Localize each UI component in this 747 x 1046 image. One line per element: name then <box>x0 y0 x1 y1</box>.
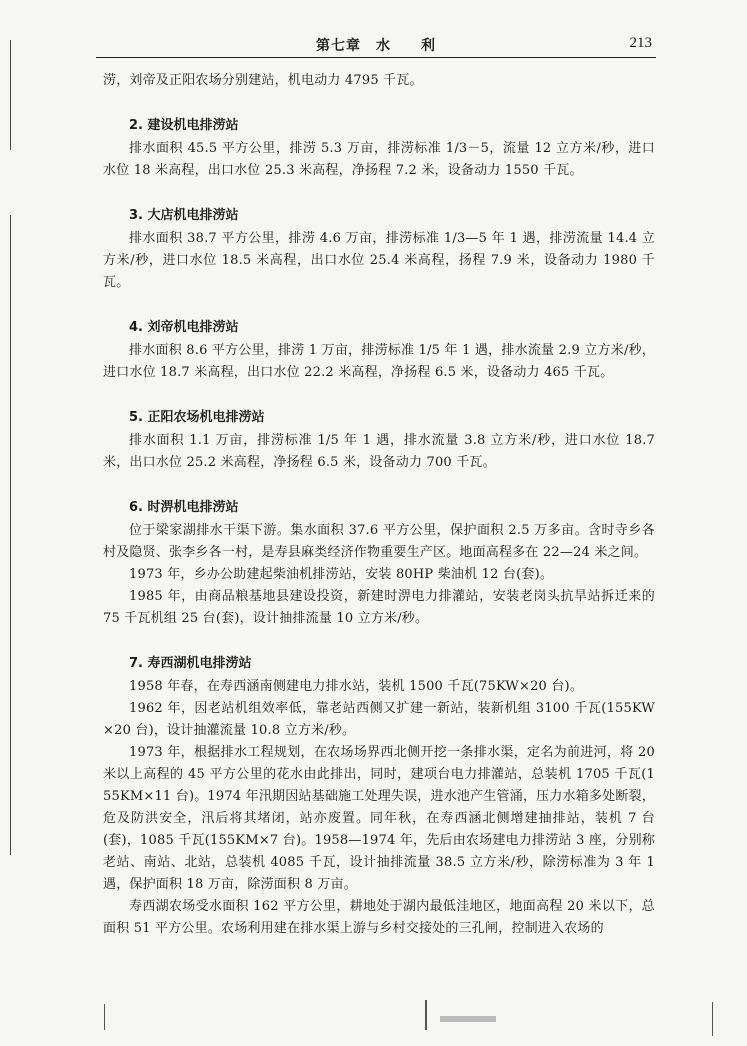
paragraph: 位于梁家湖排水干渠下游。集水面积 37.6 平方公里，保护面积 2.5 万多亩。含时寺乡各村及隐贤、张李乡各一村，是寿县麻类经济作物重要生产区。地面高程多在 22—24 米之间。 <box>103 523 655 560</box>
section-heading: 7. 寿西湖机电排涝站 <box>129 656 252 671</box>
paragraph: 1985 年，由商品粮基地县建设投资，新建时淠电力排灌站，安装老岗头抗旱站拆迁来的 75 千瓦机组 25 台(套)，设计抽排流量 10 立方米/秒。 <box>103 589 655 626</box>
scan-mark <box>440 1016 496 1022</box>
chapter-title: 第七章 水 利 <box>316 38 436 54</box>
paragraph: 排水面积 38.7 平方公里，排涝 4.6 万亩，排涝标准 1/3—5 年 1 遇，排涝流量 14.4 立方米/秒，进口水位 18.5 米高程，出口水位 25.4 米高程，扬程 7.9 米，设备动力 1980 千瓦。 <box>103 231 655 290</box>
running-header <box>96 33 656 58</box>
section-heading: 2. 建设机电排涝站 <box>129 118 239 133</box>
section-heading: 4. 刘帝机电排涝站 <box>129 320 239 335</box>
scan-left-edge-line <box>10 215 11 855</box>
paragraph: 排水面积 45.5 平方公里，排涝 5.3 万亩，排涝标准 1/3－5，流量 12 立方米/秒，进口水位 18 米高程，出口水位 25.3 米高程，净扬程 7.2 米，设备动力 1550 千瓦。 <box>103 141 655 178</box>
section-heading: 5. 正阳农场机电排涝站 <box>129 410 265 425</box>
paragraph: 1962 年，因老站机组效率低，靠老站西侧又扩建一新站，装新机组 3100 千瓦(155KW×20 台)，设计抽灌流量 10.8 立方米/秒。 <box>103 701 655 738</box>
paragraph: 寿西湖农场受水面积 162 平方公里，耕地处于湖内最低洼地区，地面高程 20 米以下，总面积 51 平方公里。农场利用建在排水渠上游与乡村交接处的三孔闸，控制进入农场的 <box>103 899 655 936</box>
paragraph: 1973 年，根据排水工程规划，在农场场界西北侧开挖一条排水渠，定名为前进河，将 20 米以上高程的 45 平方公里的花水由此排出，同时，建项台电力排灌站，总装机 1705 千瓦(155KM×11 台)。1974 年汛期因站基础施工处理失误，进水池产生管涌，压力水箱多处断裂，危及防洪安全，汛后将其堵闭，站亦废置。同年秋，在寿西涵北侧增建抽排站，装机 7 台(套)，1085 千瓦(155KM×7 台)。1958—1974 年，先后由农场建电力排涝站 3 座，分别称老站、南站、北站，总装机 4085 千瓦，设计抽排流量 38.5 立方米/秒，除涝标准为 3 年 1 遇，保护面积 18 万亩，除涝面积 8 万亩。 <box>103 745 655 892</box>
page-body <box>103 70 655 940</box>
scan-mark <box>104 1004 105 1030</box>
paragraph: 1973 年，乡办公助建起柴油机排涝站，安装 80HP 柴油机 12 台(套)。 <box>129 567 554 582</box>
paragraph: 排水面积 1.1 万亩，排涝标准 1/5 年 1 遇，排水流量 3.8 立方米/秒，进口水位 18.7 米，出口水位 25.2 米高程，净扬程 6.5 米，设备动力 700 千瓦。 <box>103 433 655 470</box>
scan-mark <box>425 1000 427 1030</box>
section-heading: 3. 大店机电排涝站 <box>129 208 239 223</box>
paragraph: 排水面积 8.6 平方公里，排涝 1 万亩，排涝标准 1/5 年 1 遇，排水流量 2.9 立方米/秒，进口水位 18.7 米高程，出口水位 22.2 米高程，净扬程 6.5 米，设备动力 465 千瓦。 <box>103 343 655 380</box>
paragraph: 1958 年春，在寿西涵南侧建电力排水站，装机 1500 千瓦(75KW×20 台)。 <box>129 679 584 694</box>
section-heading: 6. 时淠机电排涝站 <box>129 500 239 515</box>
scan-left-edge-line <box>10 40 11 150</box>
scan-bottom-artifacts <box>0 1000 747 1046</box>
page-number: 213 <box>629 35 652 51</box>
paragraph-continuation: 涝，刘帝及正阳农场分别建站，机电动力 4795 千瓦。 <box>103 73 423 88</box>
scan-mark <box>712 1002 713 1036</box>
